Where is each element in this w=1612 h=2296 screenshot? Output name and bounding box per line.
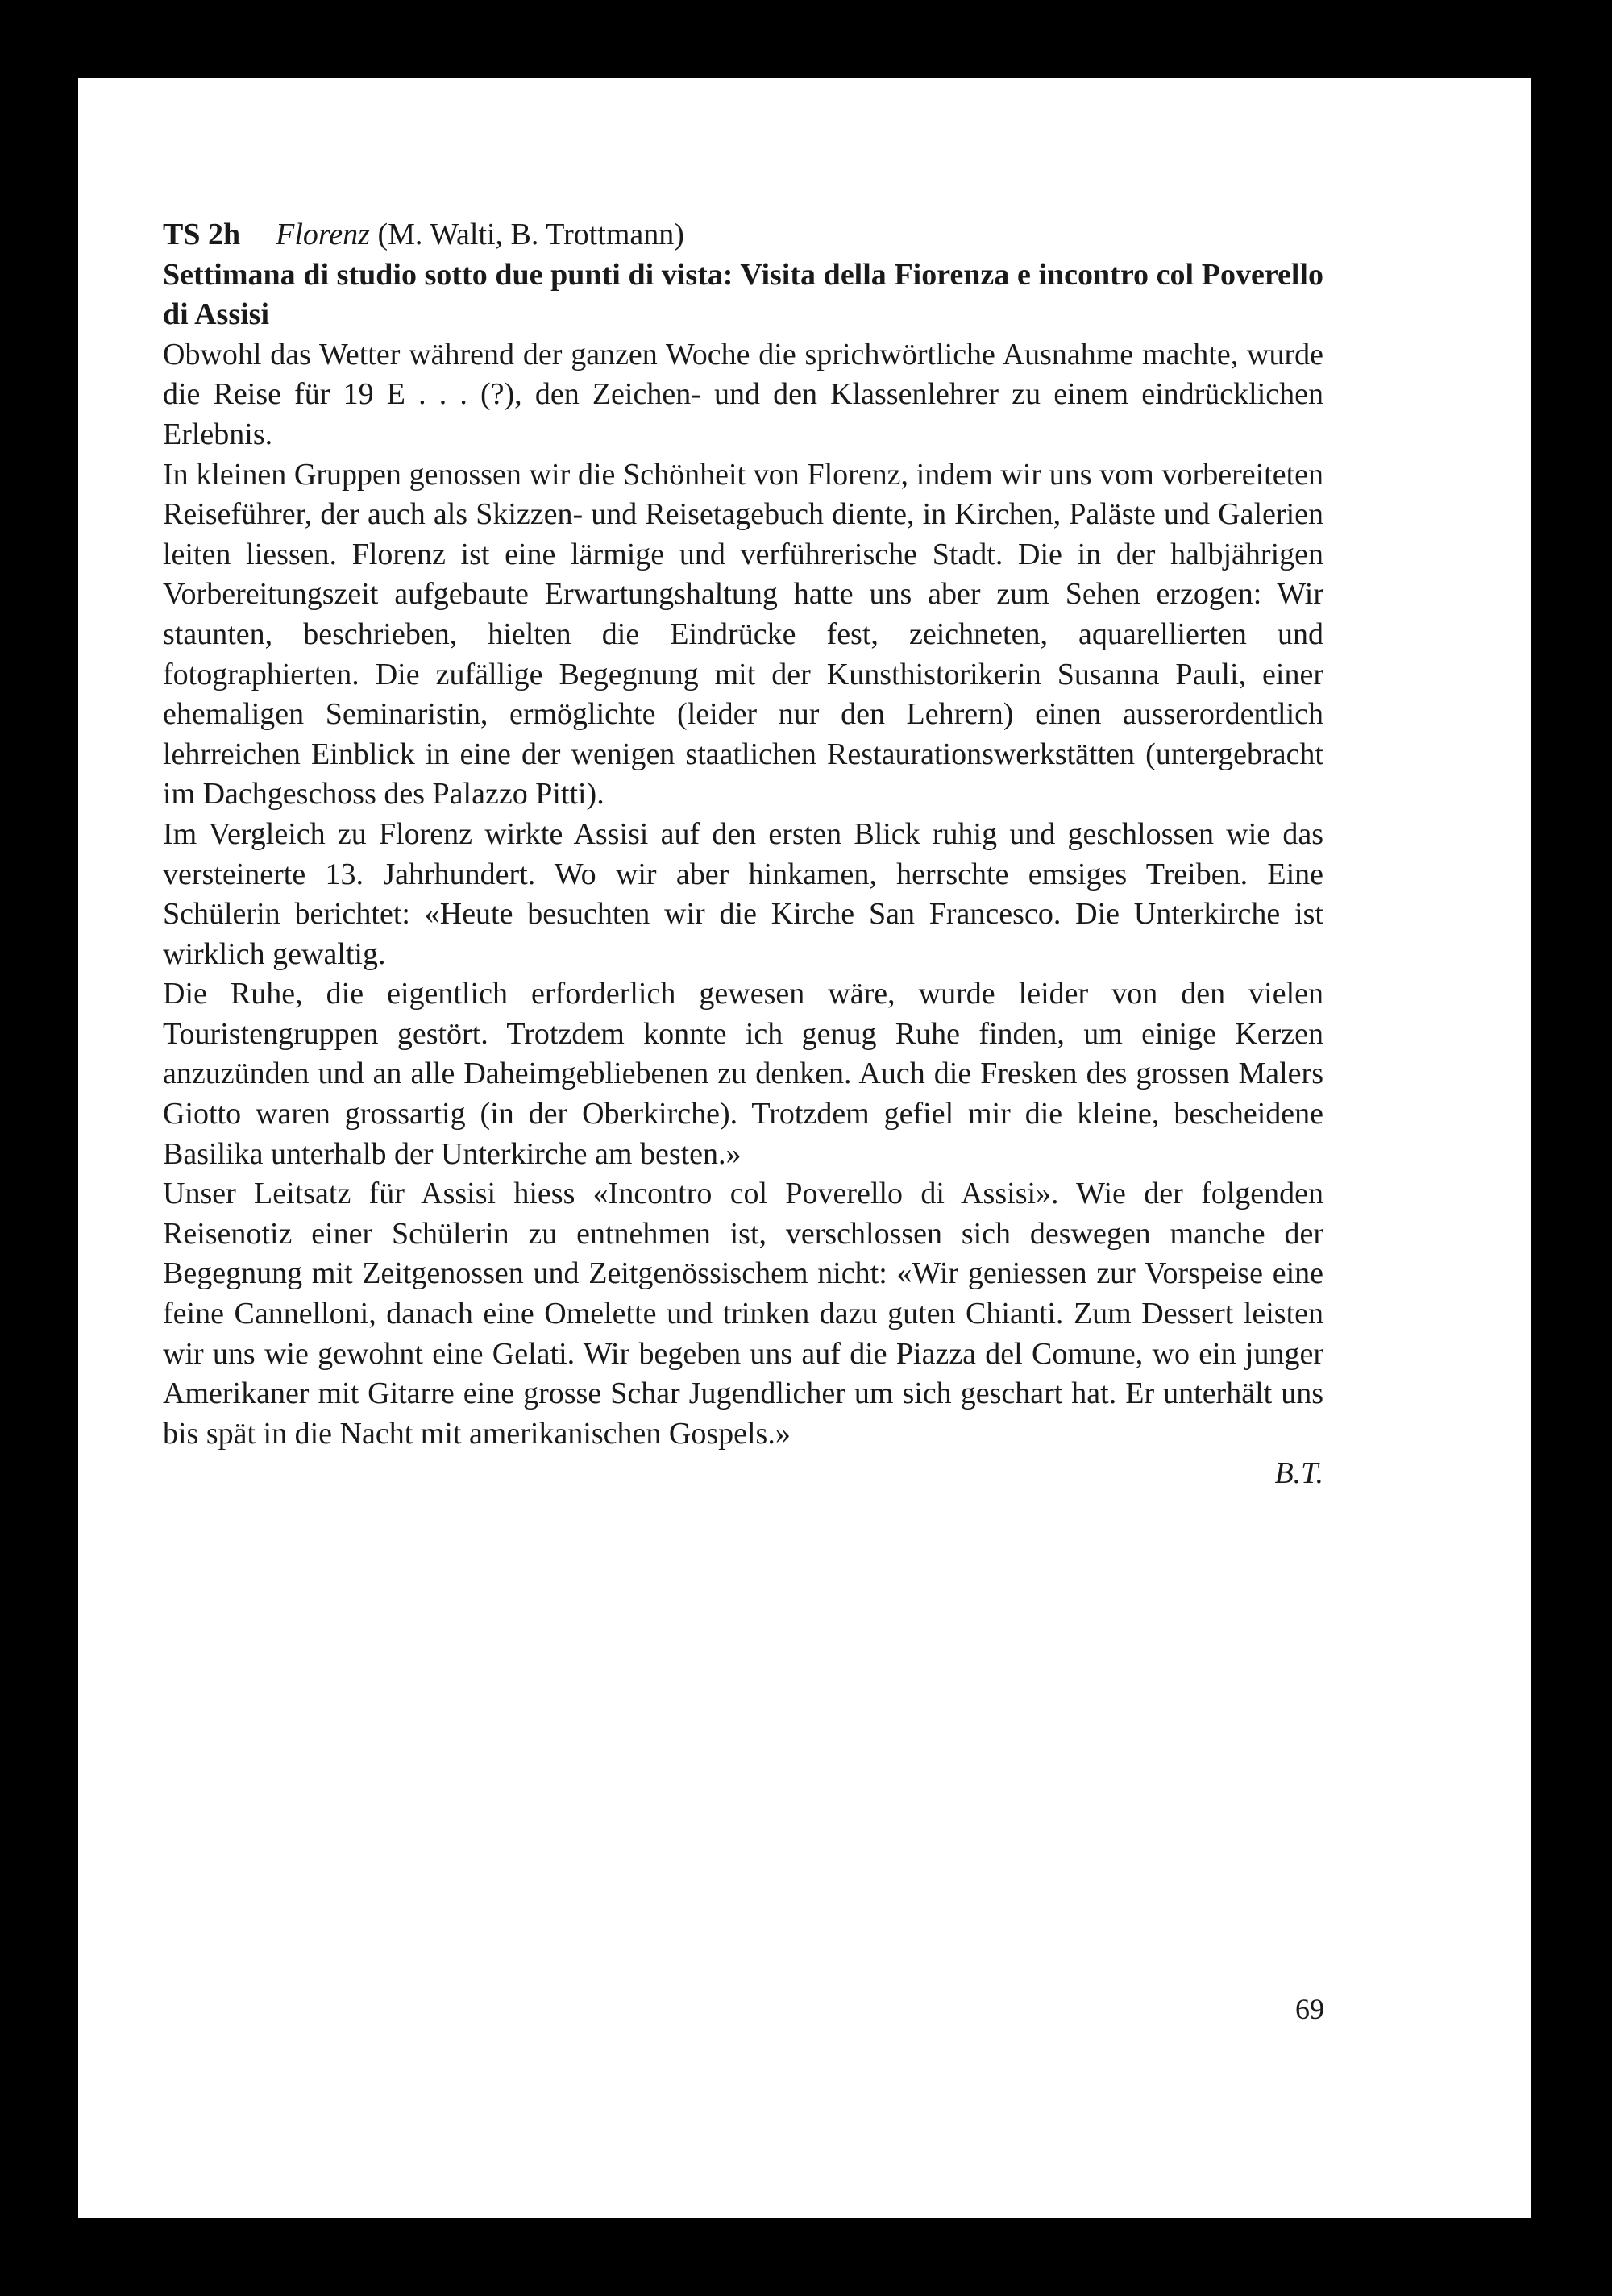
article-body — [163, 215, 1323, 1494]
document-page — [78, 78, 1531, 2218]
paragraph-3: Im Vergleich zu Florenz wirkte Assisi auf den ersten Blick ruhig und geschlossen wie das versteinerte 13. Jahrhundert. Wo wir aber hinkamen, herrschte emsiges Treiben. Eine Schülerin berichtet: «Heute besuchten wir die Kirche San Francesco. Die Unterkirche ist wirklich gewaltig. — [163, 816, 1323, 971]
article-title: Florenz — [276, 218, 370, 251]
article-authors: (M. Walti, B. Trottmann) — [377, 218, 684, 251]
paragraph-2: In kleinen Gruppen genossen wir die Schönheit von Florenz, indem wir uns vom vorbereiteten Reiseführer, der auch als Skizzen- und Reisetagebuch diente, in Kirchen, Paläste und Galerien leiten liessen. Florenz ist eine lärmige und verführerische Stadt. Die in der halbjährigen Vorbereitungszeit aufgebaute Erwartungshaltung hatte uns aber zum Sehen erzogen: Wir staunten, beschrieben, hielten die Eindrücke fest, zeichneten, aquarellierten und fotographierten. Die zufällige Begegnung mit der Kunsthistorikerin Susanna Pauli, einer ehemaligen Seminaristin, ermöglichte (leider nur den Lehrern) einen ausserordentlich lehrreichen Einblick in eine der wenigen staatlichen Restaurationswerkstätten (untergebracht im Dachgeschoss des Palazzo Pitti). — [163, 457, 1323, 812]
paragraph-5: Unser Leitsatz für Assisi hiess «Incontro col Poverello di Assisi». Wie der folgenden Reisenotiz einer Schülerin zu entnehmen ist, verschlossen sich deswegen manche der Begegnung mit Zeitgenossen und Zeitgenössischem nicht: «Wir geniessen zur Vorspeise eine feine Cannelloni, danach eine Omelette und trinken dazu guten Chianti. Zum Dessert leisten wir uns wie gewohnt eine Gelati. Wir begeben uns auf die Piazza del Comune, wo ein junger Amerikaner mit Gitarre eine grosse Schar Jugendlicher um sich geschart hat. Er unterhält uns bis spät in die Nacht mit amerikanischen Gospels.» — [163, 1177, 1323, 1451]
article-subtitle: Settimana di studio sotto due punti di vista: Visita della Fiorenza e incontro col Poverello di Assisi — [163, 257, 1323, 332]
paragraph-4: Die Ruhe, die eigentlich erforderlich gewesen wäre, wurde leider von den vielen Touristengruppen gestört. Trotzdem konnte ich genug Ruhe finden, um einige Kerzen anzuzünden und an alle Daheimgebliebenen zu denken. Auch die Fresken des grossen Malers Giotto waren grossartig (in der Oberkirche). Trotzdem gefiel mir die kleine, bescheidene Basilika unterhalb der Unterkirche am besten.» — [163, 977, 1323, 1171]
page-number: 69 — [1295, 1993, 1324, 2025]
paragraph-1: Obwohl das Wetter während der ganzen Woche die sprichwörtliche Ausnahme machte, wurde die Reise für 19 E . . . (?), den Zeichen- und den Klassenlehrer zu einem eindrücklichen Erlebnis. — [163, 337, 1323, 451]
article-code: TS 2h — [163, 218, 241, 251]
author-signature: B.T. — [1274, 1456, 1323, 1491]
article-heading — [163, 215, 1323, 255]
